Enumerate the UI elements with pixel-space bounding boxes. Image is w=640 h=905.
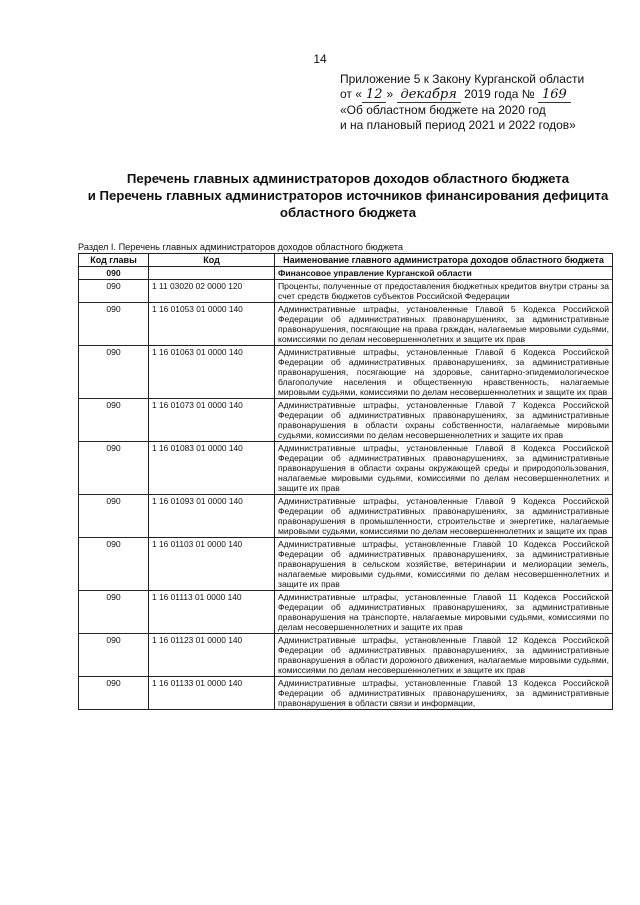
handwritten-month: декабря: [397, 87, 461, 103]
document-title: [68, 170, 628, 221]
appendix-line-2: [340, 87, 630, 103]
table-row: [79, 677, 613, 710]
appendix-close-quote: »: [386, 87, 394, 101]
handwritten-day: 12: [362, 87, 387, 103]
row-budget-code: 1 16 01083 01 0000 140: [149, 442, 275, 495]
row-income-name: Административные штрафы, установленные Главой 11 Кодекса Российской Федерации об административных правонарушениях, за административные правонарушения на транспорте, налагаемые мировыми судьями, комиссиями по делам несовершеннолетних и защите их прав: [275, 591, 613, 634]
table-row: [79, 591, 613, 634]
row-income-name: Административные штрафы, установленные Главой 13 Кодекса Российской Федерации об административных правонарушениях, за административные правонарушения в области связи и информации,: [275, 677, 613, 710]
title-line-2: и Перечень главных администраторов источников финансирования дефицита: [87, 188, 609, 203]
appendix-line-1: Приложение 5 к Закону Курганской области: [340, 72, 585, 86]
group-head-code: 090: [79, 267, 149, 280]
title-line-1: Перечень главных администраторов доходов областного бюджета: [126, 171, 570, 186]
row-head-code: 090: [79, 538, 149, 591]
appendix-line-3: «Об областном бюджете на 2020 год: [340, 103, 546, 117]
row-head-code: 090: [79, 591, 149, 634]
row-head-code: 090: [79, 280, 149, 303]
row-head-code: 090: [79, 442, 149, 495]
row-budget-code: 1 16 01073 01 0000 140: [149, 399, 275, 442]
row-budget-code: 1 16 01133 01 0000 140: [149, 677, 275, 710]
table-row: [79, 280, 613, 303]
administrators-table: [78, 253, 613, 710]
table-row: [79, 303, 613, 346]
row-head-code: 090: [79, 303, 149, 346]
row-head-code: 090: [79, 346, 149, 399]
row-income-name: Проценты, полученные от предоставления бюджетных кредитов внутри страны за счет средств бюджетов субъектов Российской Федерации: [275, 280, 613, 303]
page-number: 14: [313, 52, 327, 66]
header-code: Код: [149, 254, 275, 267]
row-budget-code: 1 16 01113 01 0000 140: [149, 591, 275, 634]
row-budget-code: 1 16 01063 01 0000 140: [149, 346, 275, 399]
table-row: [79, 538, 613, 591]
row-income-name: Административные штрафы, установленные Главой 9 Кодекса Российской Федерации об административных правонарушениях, за административные правонарушения в промышленности, строительстве и энергетике, налагаемые мировыми судьями, комиссиями по делам несовершеннолетних и защите их прав: [275, 495, 613, 538]
row-income-name: Административные штрафы, установленные Главой 12 Кодекса Российской Федерации об административных правонарушениях, за административные правонарушения в области дорожного движения, налагаемые мировыми судьями, комиссиями по делам несовершеннолетних и защите их прав: [275, 634, 613, 677]
appendix-line-4: и на плановый период 2021 и 2022 годов»: [340, 118, 576, 132]
appendix-header: [340, 72, 630, 133]
row-income-name: Административные штрафы, установленные Главой 6 Кодекса Российской Федерации об административных правонарушениях, за административные правонарушения, посягающие на здоровье, санитарно-эпидемиологическое благополучие населения и общественную нравственность, налагаемые мировыми судьями, комиссиями по делам несовершеннолетних и защите их прав: [275, 346, 613, 399]
row-budget-code: 1 16 01103 01 0000 140: [149, 538, 275, 591]
table-row: [79, 442, 613, 495]
row-head-code: 090: [79, 634, 149, 677]
table-row: [79, 346, 613, 399]
header-name: Наименование главного администратора доходов областного бюджета: [275, 254, 613, 267]
group-code-cell: [149, 267, 275, 280]
row-income-name: Административные штрафы, установленные Главой 8 Кодекса Российской Федерации об административных правонарушениях, за административные правонарушения в области охраны окружающей среды и природопользования, налагаемые мировыми судьями, комиссиями по делам несовершеннолетних и защите их прав: [275, 442, 613, 495]
group-row: [79, 267, 613, 280]
row-head-code: 090: [79, 677, 149, 710]
table-header-row: [79, 254, 613, 267]
section-caption: Раздел I. Перечень главных администраторов доходов областного бюджета: [78, 242, 404, 252]
title-line-3: областного бюджета: [279, 205, 417, 220]
row-budget-code: 1 16 01123 01 0000 140: [149, 634, 275, 677]
table-row: [79, 495, 613, 538]
handwritten-number: 169: [538, 87, 571, 103]
row-budget-code: 1 16 01093 01 0000 140: [149, 495, 275, 538]
header-head-code: Код главы: [79, 254, 149, 267]
row-budget-code: 1 11 03020 02 0000 120: [149, 280, 275, 303]
appendix-year: 2019 года №: [464, 87, 535, 101]
row-head-code: 090: [79, 495, 149, 538]
table-row: [79, 399, 613, 442]
row-income-name: Административные штрафы, установленные Главой 10 Кодекса Российской Федерации об административных правонарушениях, за административные правонарушения в сельском хозяйстве, ветеринарии и мелиорации земель, налагаемые мировыми судьями, комиссиями по делам несовершеннолетних и защите их прав: [275, 538, 613, 591]
row-income-name: Административные штрафы, установленные Главой 7 Кодекса Российской Федерации об административных правонарушениях, за административные правонарушения в области охраны собственности, налагаемые мировыми судьями, комиссиями по делам несовершеннолетних и защите их прав: [275, 399, 613, 442]
group-name: Финансовое управление Курганской области: [275, 267, 613, 280]
appendix-prefix: от «: [340, 87, 362, 101]
table-row: [79, 634, 613, 677]
row-income-name: Административные штрафы, установленные Главой 5 Кодекса Российской Федерации об административных правонарушениях, за административные правонарушения, посягающие на права граждан, налагаемые мировыми судьями, комиссиями по делам несовершеннолетних и защите их прав: [275, 303, 613, 346]
row-head-code: 090: [79, 399, 149, 442]
row-budget-code: 1 16 01053 01 0000 140: [149, 303, 275, 346]
